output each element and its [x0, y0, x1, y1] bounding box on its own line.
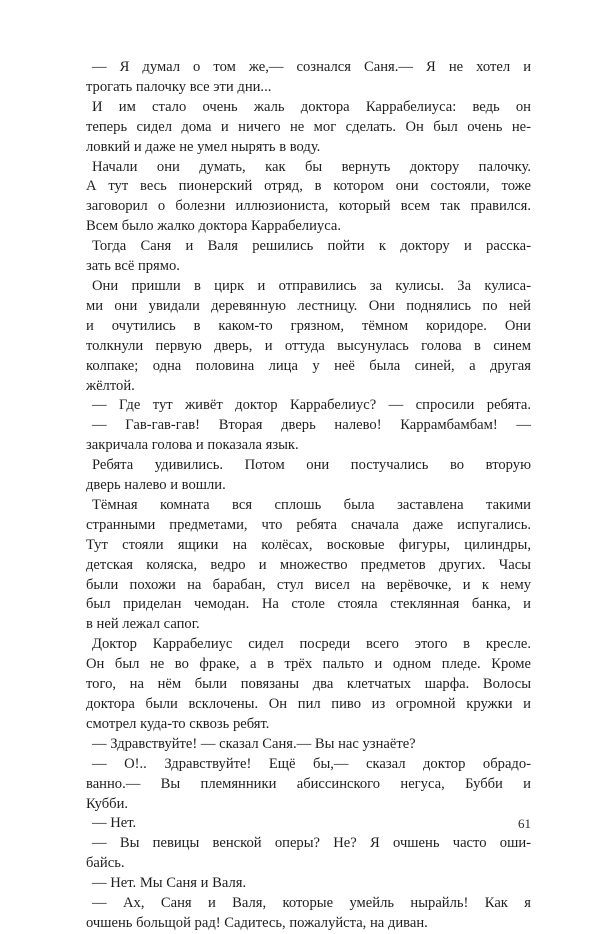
text-line: — О!.. Здравствуйте! Ещё бы,— сказал доктор обрадо- — [92, 755, 531, 772]
text-line: теперь сидел дома и ничего не мог сделать. Он был очень не- — [86, 118, 531, 135]
text-line: и очутились в каком-то грязном, тёмном коридоре. Они — [86, 317, 531, 334]
text-line: ми они увидали деревянную лестницу. Они поднялись по ней — [86, 297, 531, 314]
text-line: А тут весь пионерский отряд, в котором они состояли, тоже — [86, 178, 531, 195]
text-line: трогать палочку все эти дни... — [86, 78, 272, 95]
text-line: Ребята удивились. Потом они постучались во вторую — [92, 457, 531, 474]
text-line: детская коляска, ведро и множество предметов других. Часы — [86, 556, 531, 573]
text-line: того, на нём были повязаны два клетчатых шарфа. Волосы — [86, 676, 531, 693]
text-line: — Нет. Мы Саня и Валя. — [92, 875, 247, 892]
text-line: Начали они думать, как бы вернуть доктору палочку. — [92, 158, 531, 175]
text-line: байсь. — [86, 855, 125, 872]
text-line: толкнули первую дверь, и оттуда высунулась голова в синем — [86, 337, 531, 354]
text-line: в ней лежал сапог. — [86, 616, 200, 633]
text-line: — Нет. — [92, 815, 137, 832]
text-line: ловкий и даже не умел нырять в воду. — [86, 138, 321, 155]
text-line: доктора были всклочены. Он пил пиво из огромной кружки и — [86, 696, 531, 712]
text-line: Тёмная комната вся сплошь была заставлена такими — [92, 496, 531, 513]
text-line: колпаке; одна половина лица у неё была синей, а другая — [86, 357, 531, 374]
text-line: закричала голова и показала язык. — [86, 437, 299, 454]
text-line: смотрел куда-то сквозь ребят. — [86, 715, 270, 732]
page-number: 61 — [518, 816, 531, 831]
text-line: зать всё прямо. — [86, 258, 180, 275]
text-line: жёлтой. — [86, 377, 135, 394]
text-line: И им стало очень жаль доктора Каррабелиуса: ведь он — [92, 98, 531, 115]
text-line: заговорил о болезни иллюзиониста, который всем так правился. — [86, 198, 531, 215]
text-line: был приделан чемодан. На столе стояла стеклянная банка, и — [86, 596, 531, 613]
body-text — [86, 58, 531, 934]
text-line: — Ах, Саня и Валя, которые умейль нырайль! Как я — [92, 895, 531, 912]
text-line: были похожи на барабан, стул висел на верёвочке, и к нему — [86, 576, 531, 593]
text-line: Доктор Каррабелиус сидел посреди всего этого в кресле. — [92, 636, 531, 653]
text-line: дверь налево и вошли. — [86, 477, 226, 494]
text-line: Он был не во фраке, а в трёх пальто и одном пледе. Кроме — [86, 656, 531, 673]
text-line: ванно.— Вы племянники абиссинского негуса, Бубби и — [86, 775, 531, 792]
text-line: странными предметами, что ребята сначала даже испугались. — [86, 516, 531, 533]
text-line: Они пришли в цирк и отправились за кулисы. За кулиса- — [92, 277, 531, 294]
text-line: Тогда Саня и Валя решились пойти к доктору и расска- — [92, 238, 531, 255]
text-line: — Я думал о том же,— сознался Саня.— Я не хотел и — [92, 59, 531, 75]
text-line: Кубби. — [86, 795, 129, 812]
text-line: — Где тут живёт доктор Каррабелиус? — спросили ребята. — [92, 397, 531, 414]
text-line: — Здравствуйте! — сказал Саня.— Вы нас узнаёте? — [92, 735, 416, 752]
text-line: — Гав-гав-гав! Вторая дверь налево! Каррамбамбам! — — [92, 417, 531, 434]
text-line: — Вы певицы венской оперы? Не? Я очшень часто оши- — [92, 835, 531, 852]
text-line: Всем было жалко доктора Каррабелиуса. — [86, 218, 341, 235]
text-line: Тут стояли ящики на колёсах, восковые фигуры, цилиндры, — [86, 536, 531, 553]
text-line: очшень больщой рад! Садитесь, пожалуйста, на диван. — [86, 914, 428, 931]
